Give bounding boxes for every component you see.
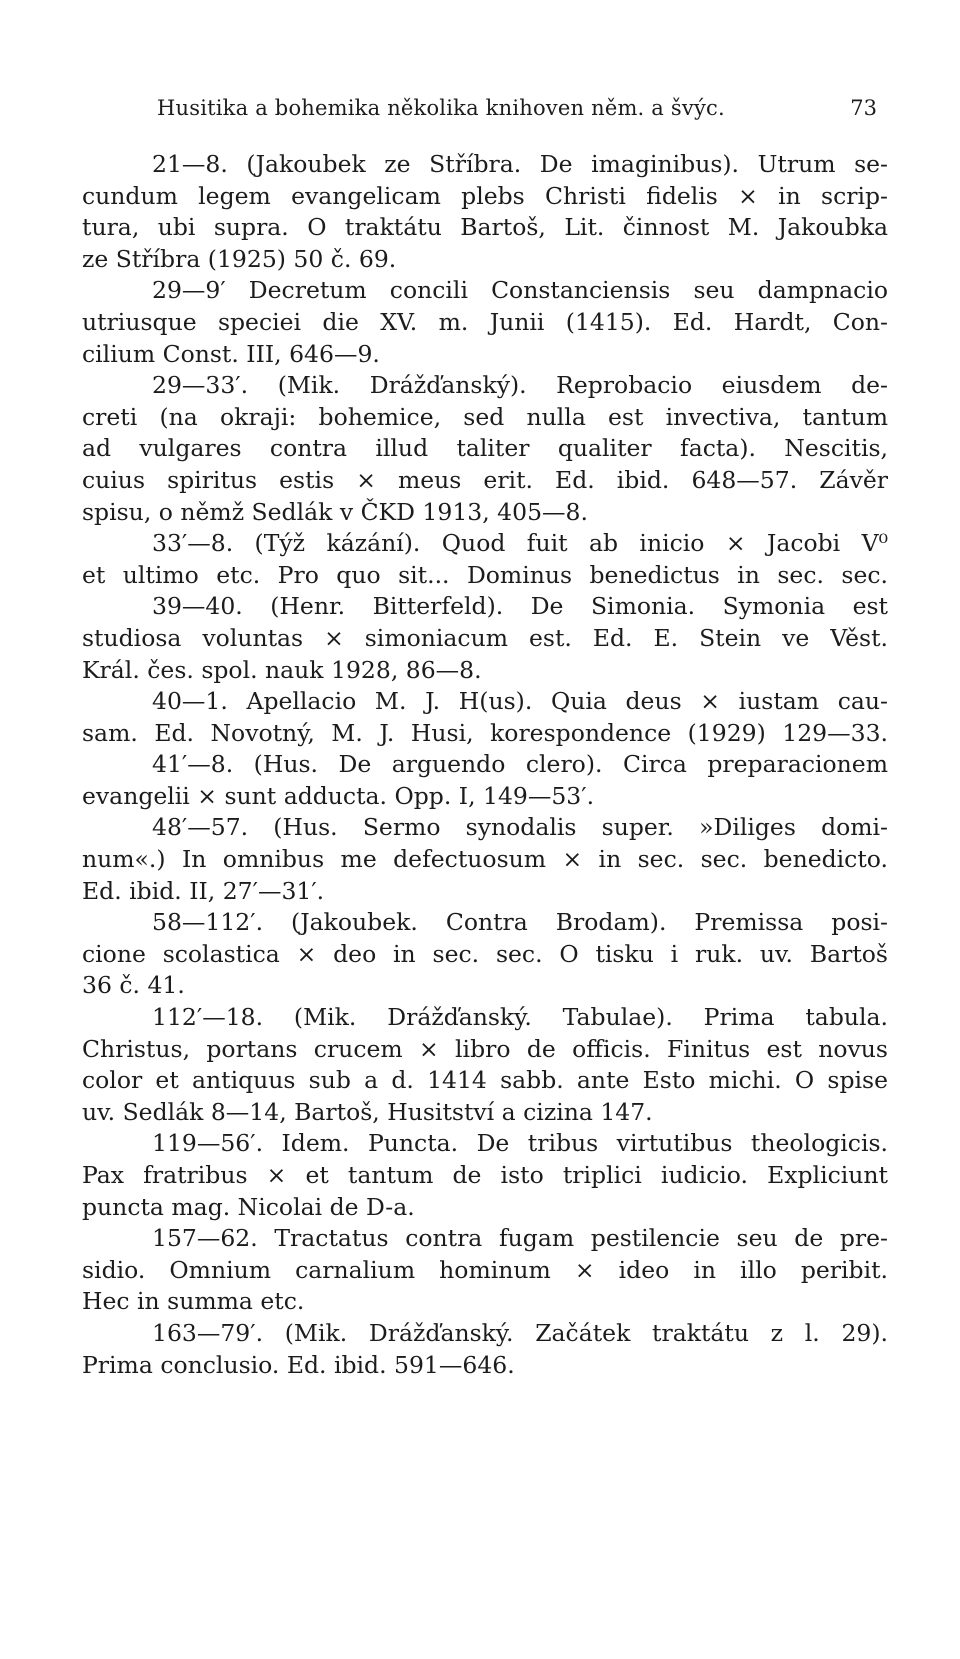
text-line: Ed. ibid. II, 27′—31′. [82, 876, 325, 905]
text-line: 21—8. (Jakoubek ze Stříbra. De imaginibus). Utrum se- [152, 150, 888, 178]
text-line: 36 č. 41. [82, 971, 185, 1000]
text-line: 39—40. (Henr. Bitterfeld). De Simonia. Symonia est [152, 592, 888, 621]
text-line: Christus, portans crucem × libro de officis. Finitus est novus [82, 1034, 888, 1063]
text-line: 29—33′. (Mik. Drážďanský). Reprobacio eiusdem de- [152, 371, 888, 400]
text-line: Prima conclusio. Ed. ibid. 591—646. [82, 1350, 515, 1379]
text-line: sam. Ed. Novotný, M. J. Husi, korespondence (1929) 129—33. [82, 718, 888, 747]
running-title: Husitika a bohemika několika knihoven něm. a švýc. [157, 96, 725, 120]
text-line: 29—9′ Decretum concili Constanciensis seu dampnacio [152, 276, 888, 305]
text-line: Hec in summa etc. [82, 1287, 305, 1316]
text-line: 112′—18. (Mik. Drážďanský. Tabulae). Prima tabula. [152, 1003, 888, 1032]
text-line: cilium Const. III, 646—9. [82, 339, 380, 368]
text-line: 119—56′. Idem. Puncta. De tribus virtutibus theologicis. [152, 1129, 888, 1158]
text-line: color et antiquus sub a d. 1414 sabb. ante Esto michi. O spise [82, 1066, 888, 1095]
text-line: utriusque speciei die XV. m. Junii (1415). Ed. Hardt, Con- [82, 307, 888, 336]
text-line: Král. čes. spol. nauk 1928, 86—8. [82, 655, 482, 684]
text-line: evangelii × sunt adducta. Opp. I, 149—53′. [82, 781, 595, 810]
text-line: 33′—8. (Týž kázání). Quod fuit ab inicio × Jacobi V⁰ [152, 529, 888, 558]
text-line: ad vulgares contra illud taliter qualiter facta). Nescitis, [82, 434, 888, 463]
text-line: sidio. Omnium carnalium hominum × ideo in illo peribit. [82, 1255, 888, 1284]
text-line: 163—79′. (Mik. Drážďanský. Začátek traktátu z l. 29). [152, 1318, 888, 1347]
text-line: num«.) In omnibus me defectuosum × in sec. sec. benedicto. [82, 845, 888, 874]
text-line: 48′—57. (Hus. Sermo synodalis super. »Diliges domi- [152, 813, 888, 842]
text-line: 41′—8. (Hus. De arguendo clero). Circa preparacionem [152, 750, 888, 779]
text-line: puncta mag. Nicolai de D-a. [82, 1192, 415, 1221]
text-line: cundum legem evangelicam plebs Christi fidelis × in scrip- [82, 181, 888, 210]
text-line: creti (na okraji: bohemice, sed nulla est invectiva, tantum [82, 402, 888, 431]
text-line: tura, ubi supra. O traktátu Bartoš, Lit. činnost M. Jakoubka [82, 213, 888, 242]
text-line: ze Stříbra (1925) 50 č. 69. [82, 244, 397, 273]
text-line: Pax fratribus × et tantum de isto triplici iudicio. Expliciunt [82, 1161, 888, 1189]
page-number: 73 [850, 96, 877, 120]
text-line: 40—1. Apellacio M. J. H(us). Quia deus × iustam cau- [152, 687, 888, 716]
text-line: spisu, o němž Sedlák v ČKD 1913, 405—8. [82, 497, 588, 526]
running-head [157, 96, 877, 130]
text-line: cione scolastica × deo in sec. sec. O tisku i ruk. uv. Bartoš [82, 939, 888, 968]
text-line: studiosa voluntas × simoniacum est. Ed. E. Stein ve Věst. [82, 623, 888, 652]
text-line: 58—112′. (Jakoubek. Contra Brodam). Premissa posi- [152, 908, 888, 937]
text-line: et ultimo etc. Pro quo sit... Dominus benedictus in sec. sec. [82, 560, 888, 589]
text-line: 157—62. Tractatus contra fugam pestilencie seu de pre- [152, 1224, 888, 1253]
text-line: uv. Sedlák 8—14, Bartoš, Husitství a cizina 147. [82, 1097, 653, 1126]
text-line: cuius spiritus estis × meus erit. Ed. ibid. 648—57. Závěr [82, 465, 888, 494]
body-text [82, 149, 888, 1381]
